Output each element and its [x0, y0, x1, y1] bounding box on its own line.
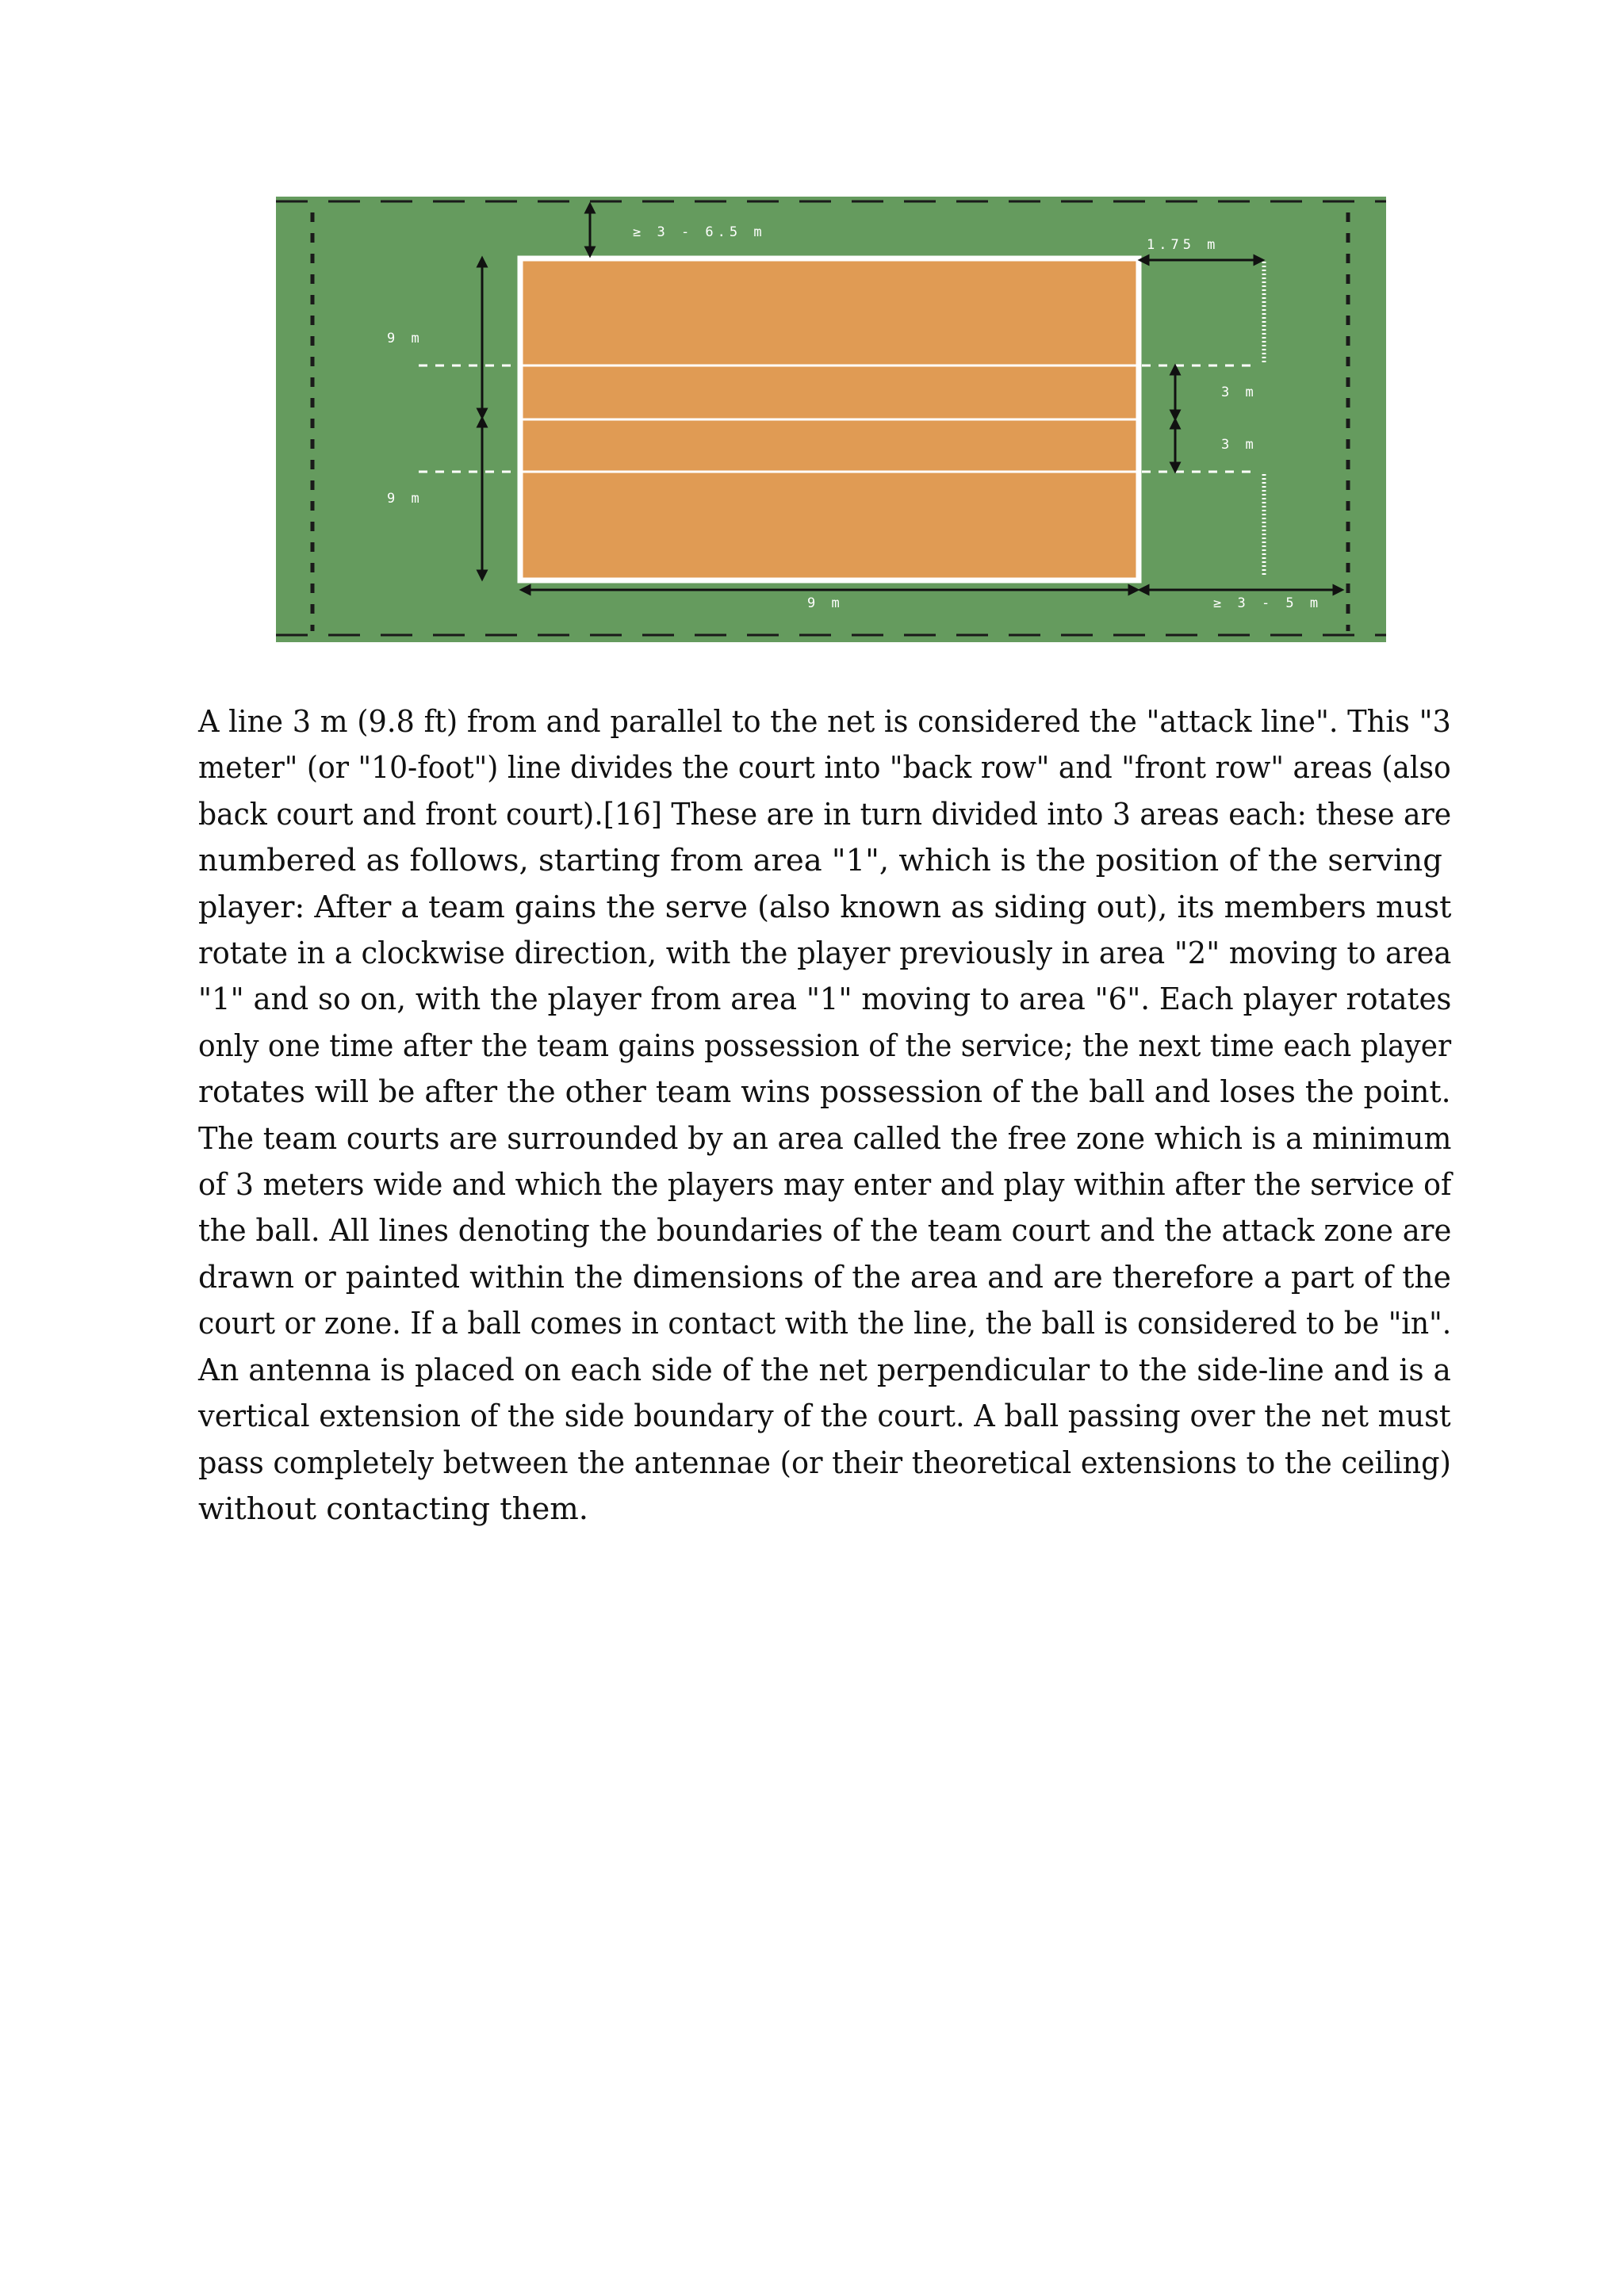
paragraph-line: player: After a team gains the serve (also known as siding out), its members must [198, 889, 1452, 925]
paragraph-line: court or zone. If a ball comes in contact with the line, the ball is considered to be "in". [198, 1306, 1452, 1342]
right-attack-lower-label: 3 m [1221, 437, 1258, 453]
volleyball-court-diagram [276, 197, 1386, 642]
paragraph-line: pass completely between the antennae (or their theoretical extensions to the ceiling) [198, 1445, 1451, 1481]
paragraph-line: numbered as follows, starting from area "1", which is the position of the serving [198, 843, 1442, 879]
paragraph-line: drawn or painted within the dimensions of the area and are therefore a part of the [198, 1259, 1451, 1295]
paragraph-line: A line 3 m (9.8 ft) from and parallel to the net is considered the "attack line". This "3 [198, 704, 1451, 740]
left-lower-length-label: 9 m [387, 491, 423, 507]
left-upper-length-label: 9 m [387, 331, 423, 346]
paragraph-line: of 3 meters wide and which the players may enter and play within after the service of [198, 1167, 1452, 1203]
paragraph-line: meter" (or "10-foot") line divides the court into "back row" and "front row" areas (also [198, 750, 1451, 786]
paragraph-line: vertical extension of the side boundary of the court. A ball passing over the net must [198, 1399, 1451, 1435]
paragraph-line: without contacting them. [198, 1490, 589, 1527]
paragraph-line: rotate in a clockwise direction, with the player previously in area "2" moving to area [198, 936, 1452, 972]
paragraph-line: the ball. All lines denoting the boundaries of the team court and the attack zone are [198, 1213, 1452, 1249]
paragraph-line: only one time after the team gains possession of the service; the next time each player [198, 1027, 1452, 1064]
top-clearance-label: ≥ 3 - 6.5 m [633, 224, 766, 240]
paragraph-line: "1" and so on, with the player from area "1" moving to area "6". Each player rotates [198, 982, 1452, 1018]
bottom-clearance-label: ≥ 3 - 5 m [1213, 595, 1323, 611]
court-diagram-svg [276, 197, 1386, 642]
bottom-width-label: 9 m [807, 595, 844, 611]
paragraph-line: An antenna is placed on each side of the net perpendicular to the side-line and is a [198, 1352, 1451, 1388]
body-paragraph [198, 699, 1451, 1533]
antenna-offset-label: 1.75 m [1147, 237, 1220, 253]
paragraph-line: rotates will be after the other team wins possession of the ball and loses the point. [198, 1074, 1451, 1111]
paragraph-line: back court and front court).[16] These are in turn divided into 3 areas each: these are [198, 796, 1452, 832]
paragraph-line: The team courts are surrounded by an area called the free zone which is a minimum [198, 1120, 1452, 1157]
right-attack-upper-label: 3 m [1221, 385, 1258, 400]
